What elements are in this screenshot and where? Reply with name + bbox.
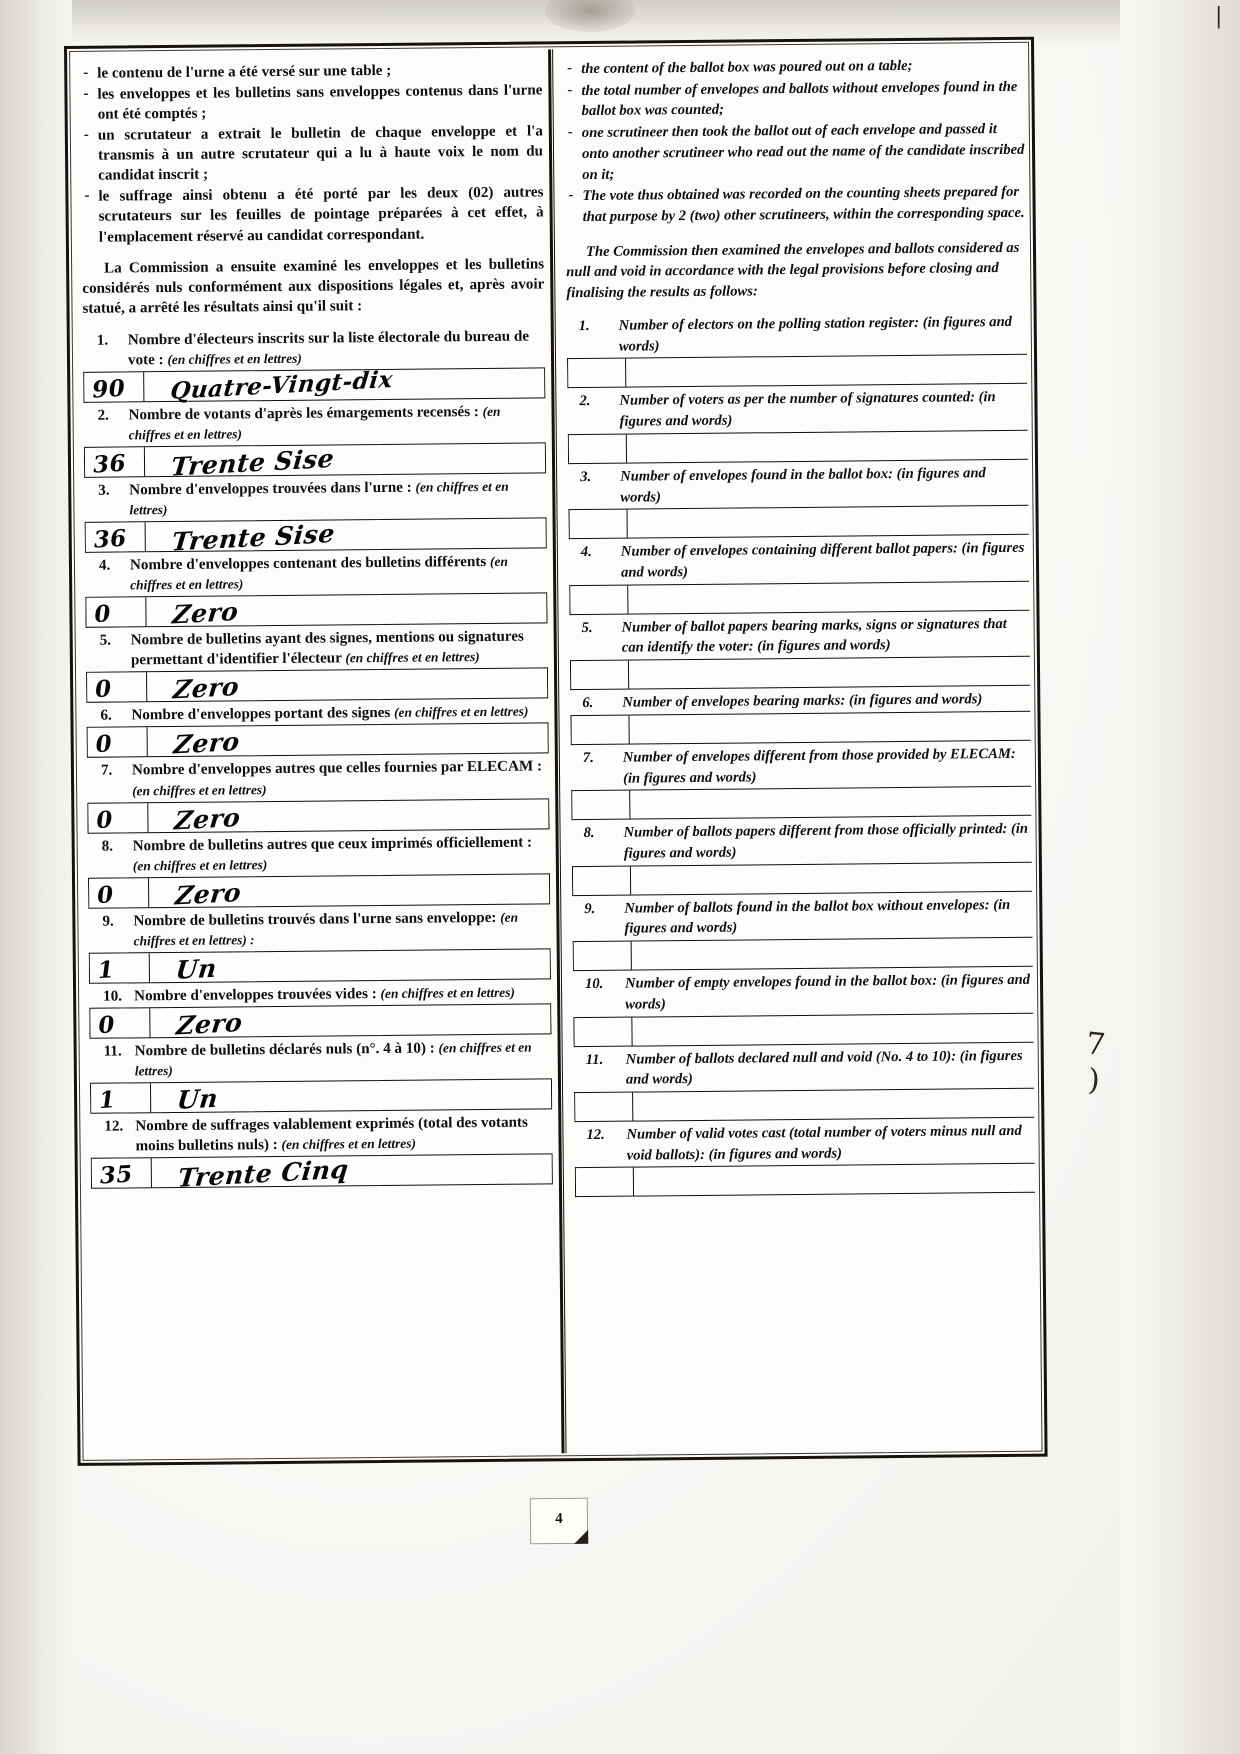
- question-text: [88, 832, 550, 877]
- question-hint: (en chiffres et en lettres): [167, 350, 302, 367]
- answer-row[interactable]: [567, 354, 1027, 388]
- answer-words-field[interactable]: [627, 431, 1028, 463]
- answer-row[interactable]: [575, 1163, 1035, 1197]
- question-item: [574, 1121, 1035, 1198]
- question-text: [88, 907, 550, 952]
- question-text: [568, 463, 1028, 509]
- answer-words-field[interactable]: [148, 799, 548, 836]
- handwritten-figure: 35: [98, 1160, 134, 1190]
- answer-row[interactable]: [570, 656, 1030, 690]
- answer-words-field[interactable]: [147, 669, 547, 705]
- question-label: Nombre d'enveloppes autres que celles fournies par ELECAM :: [131, 758, 543, 779]
- answer-figures-field[interactable]: [574, 1017, 632, 1046]
- answer-figures-field[interactable]: [84, 372, 144, 402]
- question-number: 4.: [98, 557, 111, 574]
- question-label: Number of envelopes found in the ballot box: (in figures and words): [620, 464, 986, 506]
- answer-row[interactable]: [91, 1153, 553, 1193]
- question-number: 5.: [99, 632, 112, 649]
- handwritten-figure: 0: [97, 1011, 116, 1039]
- question-item: [571, 744, 1032, 821]
- handwritten-words: Trente Sise: [169, 443, 336, 482]
- answer-words-field[interactable]: [634, 1164, 1035, 1196]
- question-item: [85, 552, 548, 629]
- handwritten-figure: 0: [93, 600, 112, 629]
- scan-shadow-right: [1120, 0, 1240, 1754]
- question-item: [567, 387, 1028, 464]
- answer-row[interactable]: [85, 518, 547, 557]
- answer-figures-field[interactable]: [88, 728, 148, 758]
- list-item: - les enveloppes et les bulletins sans enveloppes contenus dans l'urne ont été comptés ;: [80, 80, 542, 125]
- handwritten-words: Un: [175, 1083, 220, 1115]
- answer-words-field[interactable]: [145, 443, 545, 482]
- question-item: [570, 613, 1031, 690]
- question-number: 7.: [100, 763, 113, 780]
- question-number: 6.: [100, 707, 112, 725]
- question-number: 2.: [579, 393, 591, 410]
- margin-mark: |: [1215, 4, 1223, 29]
- answer-words-field[interactable]: [632, 1013, 1033, 1045]
- answer-words-field[interactable]: [629, 712, 1030, 744]
- handwritten-figure: 1: [98, 1086, 117, 1115]
- answer-figures-field[interactable]: [569, 510, 627, 539]
- question-number: 7.: [582, 749, 594, 766]
- handwritten-words: Zero: [172, 727, 242, 760]
- list-item: - le contenu de l'urne a été versé sur une table ;: [80, 59, 542, 83]
- answer-words-field[interactable]: [632, 938, 1033, 970]
- question-label: Number of valid votes cast (total number of voters minus null and void ballots): (in figures and words): [626, 1122, 1022, 1164]
- answer-words-field[interactable]: [146, 518, 546, 557]
- handwritten-figure: 0: [94, 675, 113, 704]
- question-item: [572, 894, 1033, 971]
- question-text: [569, 538, 1029, 584]
- answer-figures-field[interactable]: [575, 1093, 633, 1122]
- list-item: - le suffrage ainsi obtenu a été porté par les deux (02) autres scrutateurs sur les feuilles de pointage préparées à cet effet, à l'emplacement réservé au candidat correspondant.: [81, 183, 544, 248]
- question-text: [83, 326, 545, 371]
- answer-row[interactable]: [83, 365, 545, 405]
- handwritten-words: Zero: [172, 802, 242, 836]
- answer-figures-field[interactable]: [90, 1008, 150, 1038]
- answer-row[interactable]: [573, 937, 1033, 971]
- answer-figures-field[interactable]: [85, 447, 145, 477]
- french-paragraph: La Commission a ensuite examiné les enveloppes et les bulletins considérés nuls conformément aux dispositions légales et, après avoir statué, a arrêté les résultats ainsi qu'il suit :: [82, 255, 545, 317]
- question-number: 12.: [104, 1118, 124, 1135]
- question-item: [86, 702, 548, 758]
- question-text: [83, 401, 545, 446]
- question-label: Nombre de bulletins déclarés nuls (n°. 4 à 10) :: [134, 1040, 439, 1060]
- question-label: Number of envelopes containing different ballot papers: (in figures and words): [620, 540, 1025, 581]
- question-label: Nombre d'enveloppes trouvées vides :: [134, 985, 381, 1005]
- answer-words-field[interactable]: [146, 594, 546, 630]
- answer-figures-field[interactable]: [570, 585, 628, 614]
- scan-shadow-left: [0, 0, 72, 1754]
- form-frame: [64, 37, 1048, 1466]
- question-hint: (en chiffres et en lettres): [134, 1039, 532, 1079]
- question-text: [567, 387, 1027, 433]
- answer-figures-field[interactable]: [90, 953, 150, 983]
- answer-words-field[interactable]: [633, 1089, 1034, 1121]
- answer-row[interactable]: [89, 948, 551, 983]
- answer-words-field[interactable]: [629, 657, 1030, 689]
- question-text: [571, 819, 1031, 865]
- handwritten-figure: 36: [92, 524, 128, 554]
- answer-row[interactable]: [572, 861, 1032, 895]
- answer-figures-field[interactable]: [88, 803, 148, 833]
- list-item: - The vote thus obtained was recorded on the counting sheets prepared for that purpose by 2 (two) other scrutineers, within the corresponding space.: [565, 182, 1025, 228]
- question-hint: (en chiffres et en lettres): [380, 984, 515, 1001]
- answer-figures-field[interactable]: [568, 359, 626, 388]
- answer-words-field[interactable]: [144, 365, 544, 405]
- question-label: Nombre de bulletins autres que ceux imprimés officiellement :: [132, 834, 533, 854]
- question-item: [86, 627, 549, 704]
- question-text: [574, 1045, 1034, 1091]
- answer-words-field[interactable]: [150, 949, 550, 985]
- list-item: - one scrutineer then took the ballot out of each envelope and passed it onto another scrutineer who read out the name of the candidate inscribed on it;: [565, 119, 1026, 186]
- answer-figures-field[interactable]: [572, 791, 630, 820]
- answer-figures-field[interactable]: [571, 715, 629, 744]
- handwritten-words: Zero: [171, 672, 241, 705]
- question-label: Nombre de bulletins ayant des signes, mentions ou signatures permettant d'identifier l'électeur: [130, 628, 524, 669]
- question-text: [86, 627, 548, 672]
- answer-words-field[interactable]: [628, 581, 1029, 613]
- question-item: [84, 476, 547, 557]
- english-column: [564, 55, 1037, 1447]
- handwritten-words: Trente Cinq: [176, 1154, 350, 1193]
- question-label: Number of ballots found in the ballot box without envelopes: (in figures and words): [624, 896, 1011, 938]
- question-label: Nombre de votants d'après les émargements recensés :: [128, 403, 483, 424]
- answer-words-field[interactable]: [631, 862, 1032, 894]
- answer-row[interactable]: [571, 786, 1031, 820]
- answer-row[interactable]: [568, 430, 1028, 464]
- handwritten-figure: 1: [97, 955, 116, 984]
- question-text: [574, 1121, 1034, 1167]
- handwritten-words: Un: [174, 953, 219, 985]
- question-item: [83, 401, 546, 482]
- question-item: [574, 1045, 1035, 1122]
- english-question-list: [567, 312, 1035, 1198]
- question-number: 6.: [582, 695, 594, 712]
- page-number-box: [530, 1498, 588, 1545]
- question-item: [573, 970, 1034, 1047]
- question-item: [88, 907, 551, 984]
- page-number: 4: [555, 1510, 563, 1527]
- question-hint: (en chiffres et en lettres): [130, 553, 508, 593]
- answer-row[interactable]: [569, 580, 1029, 614]
- question-hint: (en chiffres et en lettres): [393, 703, 529, 721]
- question-label: Number of ballot papers bearing marks, signs or signatures that can identify the voter: (in figures and words): [621, 615, 1007, 657]
- french-procedure-list: [80, 59, 544, 247]
- list-item: - un scrutateur a extrait le bulletin de chaque enveloppe et l'a transmis à un autre scrutateur qui a lu à haute voix le nom du candidat inscrit ;: [81, 122, 544, 187]
- answer-row[interactable]: [87, 723, 549, 758]
- question-label: Nombre de bulletins trouvés dans l'urne sans enveloppe:: [133, 909, 501, 930]
- question-text: [571, 744, 1031, 790]
- question-text: [570, 613, 1030, 659]
- answer-row[interactable]: [568, 505, 1028, 539]
- question-text: [573, 970, 1033, 1016]
- question-item: [87, 757, 550, 834]
- question-hint: (en chiffres et en lettres): [345, 649, 480, 666]
- answer-words-field[interactable]: [152, 1154, 552, 1193]
- handwritten-words: Zero: [174, 1007, 244, 1041]
- answer-words-field[interactable]: [148, 724, 548, 760]
- handwritten-words: Zero: [173, 877, 243, 911]
- question-item: [83, 326, 546, 403]
- question-item: [89, 982, 551, 1041]
- handwritten-figure: 36: [92, 449, 127, 479]
- question-item: [570, 689, 1030, 745]
- question-number: 11.: [103, 1043, 122, 1060]
- answer-figures-field[interactable]: [573, 866, 631, 895]
- answer-row[interactable]: [573, 1012, 1033, 1046]
- question-text: [572, 894, 1032, 940]
- answer-row[interactable]: [87, 798, 549, 836]
- question-label: Number of envelopes different from those provided by ELECAM: (in figures and words): [622, 745, 1016, 787]
- answer-figures-field[interactable]: [92, 1158, 152, 1188]
- question-item: [88, 832, 551, 909]
- question-number: 10.: [103, 988, 123, 1005]
- answer-figures-field[interactable]: [576, 1168, 634, 1197]
- question-number: 1.: [578, 317, 590, 334]
- handwritten-figure: 0: [94, 730, 114, 759]
- question-label: Number of empty envelopes found in the ballot box: (in figures and words): [624, 971, 1031, 1013]
- answer-words-field[interactable]: [630, 787, 1031, 819]
- question-number: 10.: [584, 975, 604, 993]
- margin-mark: 7: [1084, 1026, 1107, 1063]
- handwritten-figure: 0: [95, 805, 114, 834]
- question-text: [85, 552, 547, 597]
- question-label: Nombre d'enveloppes trouvées dans l'urne :: [129, 479, 416, 499]
- answer-row[interactable]: [85, 593, 547, 628]
- question-number: 1.: [96, 332, 109, 349]
- french-question-list: [83, 326, 553, 1193]
- handwritten-figure: 0: [96, 880, 115, 909]
- answer-words-field[interactable]: [149, 874, 549, 911]
- question-label: Nombre d'enveloppes portant des signes: [131, 705, 395, 724]
- answer-figures-field[interactable]: [89, 878, 149, 908]
- question-number: 8.: [583, 825, 595, 842]
- answer-row[interactable]: [88, 873, 550, 911]
- answer-words-field[interactable]: [627, 506, 1028, 538]
- handwritten-words: Zero: [170, 597, 240, 630]
- answer-figures-field[interactable]: [86, 597, 146, 627]
- question-hint: (en chiffres et en lettres): [132, 781, 267, 798]
- answer-row[interactable]: [570, 711, 1030, 745]
- question-text: [87, 757, 549, 802]
- answer-figures-field[interactable]: [571, 661, 629, 690]
- question-text: [90, 1037, 552, 1082]
- question-number: 5.: [581, 619, 593, 636]
- english-paragraph: The Commission then examined the envelopes and ballots considered as null and void in accordance with the legal provisions before closing and finalising the results as follows:: [566, 239, 1020, 302]
- question-text: [567, 312, 1027, 358]
- list-item: - the total number of envelopes and ballots without envelopes found in the ballot box was counted;: [564, 77, 1024, 123]
- question-hint: (en chiffres et en lettres): [129, 478, 509, 518]
- question-label: Nombre d'enveloppes contenant des bulletins différents: [129, 554, 491, 574]
- list-item: - the content of the ballot box was poured out on a table;: [564, 55, 1024, 80]
- corner-fold-icon: [574, 1530, 588, 1544]
- question-item: [571, 819, 1032, 896]
- answer-words-field[interactable]: [151, 1079, 551, 1115]
- margin-mark: ): [1086, 1062, 1101, 1099]
- question-hint: (en chiffres et en lettres): [281, 1135, 416, 1153]
- question-item: [90, 1037, 553, 1114]
- question-text: [84, 476, 546, 521]
- handwritten-words: Quatre-Vingt-dix: [169, 365, 395, 405]
- question-text: [90, 1112, 552, 1157]
- question-label: Number of electors on the polling station register: (in figures and words): [618, 313, 1013, 355]
- answer-figures-field[interactable]: [87, 673, 147, 703]
- question-hint: (en chiffres et en lettres): [128, 403, 501, 443]
- question-number: 9.: [102, 913, 114, 930]
- question-number: 2.: [97, 407, 109, 424]
- question-hint: (en chiffres et en lettres): [132, 856, 268, 874]
- english-procedure-list: [564, 55, 1026, 228]
- question-number: 3.: [98, 482, 110, 499]
- question-number: 4.: [580, 544, 592, 561]
- question-item: [569, 538, 1030, 615]
- answer-row[interactable]: [89, 1003, 551, 1041]
- question-label: Number of ballots papers different from those officially printed: (in figures and words): [623, 821, 1029, 862]
- answer-row[interactable]: [574, 1088, 1034, 1122]
- answer-row[interactable]: [90, 1078, 552, 1113]
- answer-words-field[interactable]: [626, 355, 1027, 387]
- answer-words-field[interactable]: [150, 1004, 550, 1041]
- question-label: Nombre de suffrages valablement exprimés (total des votants moins bulletins nuls) :: [135, 1114, 528, 1155]
- answer-figures-field[interactable]: [569, 434, 627, 463]
- answer-row[interactable]: [84, 442, 546, 482]
- question-number: 12.: [586, 1126, 605, 1144]
- handwritten-figure: 90: [91, 374, 127, 404]
- question-item: [90, 1112, 553, 1193]
- french-column: [80, 59, 555, 1451]
- question-item: [567, 312, 1028, 389]
- answer-figures-field[interactable]: [91, 1083, 151, 1113]
- question-text: [570, 689, 1030, 714]
- answer-figures-field[interactable]: [86, 522, 146, 552]
- answer-row[interactable]: [86, 668, 548, 703]
- question-label: Nombre d'électeurs inscrits sur la liste électorale du bureau de vote :: [127, 328, 530, 369]
- question-item: [568, 463, 1029, 540]
- question-number: 9.: [584, 900, 596, 917]
- question-label: Number of envelopes bearing marks: (in figures and words): [622, 691, 983, 711]
- question-number: 3.: [580, 468, 592, 485]
- question-number: 11.: [585, 1051, 604, 1068]
- answer-figures-field[interactable]: [574, 942, 632, 971]
- question-label: Number of ballots declared null and void (No. 4 to 10): (in figures and words): [625, 1047, 1023, 1088]
- question-number: 8.: [101, 838, 114, 855]
- question-label: Number of voters as per the number of signatures counted: (in figures and words): [619, 389, 996, 430]
- handwritten-words: Trente Sise: [170, 518, 337, 557]
- question-hint: (en chiffres et en lettres) :: [133, 909, 519, 949]
